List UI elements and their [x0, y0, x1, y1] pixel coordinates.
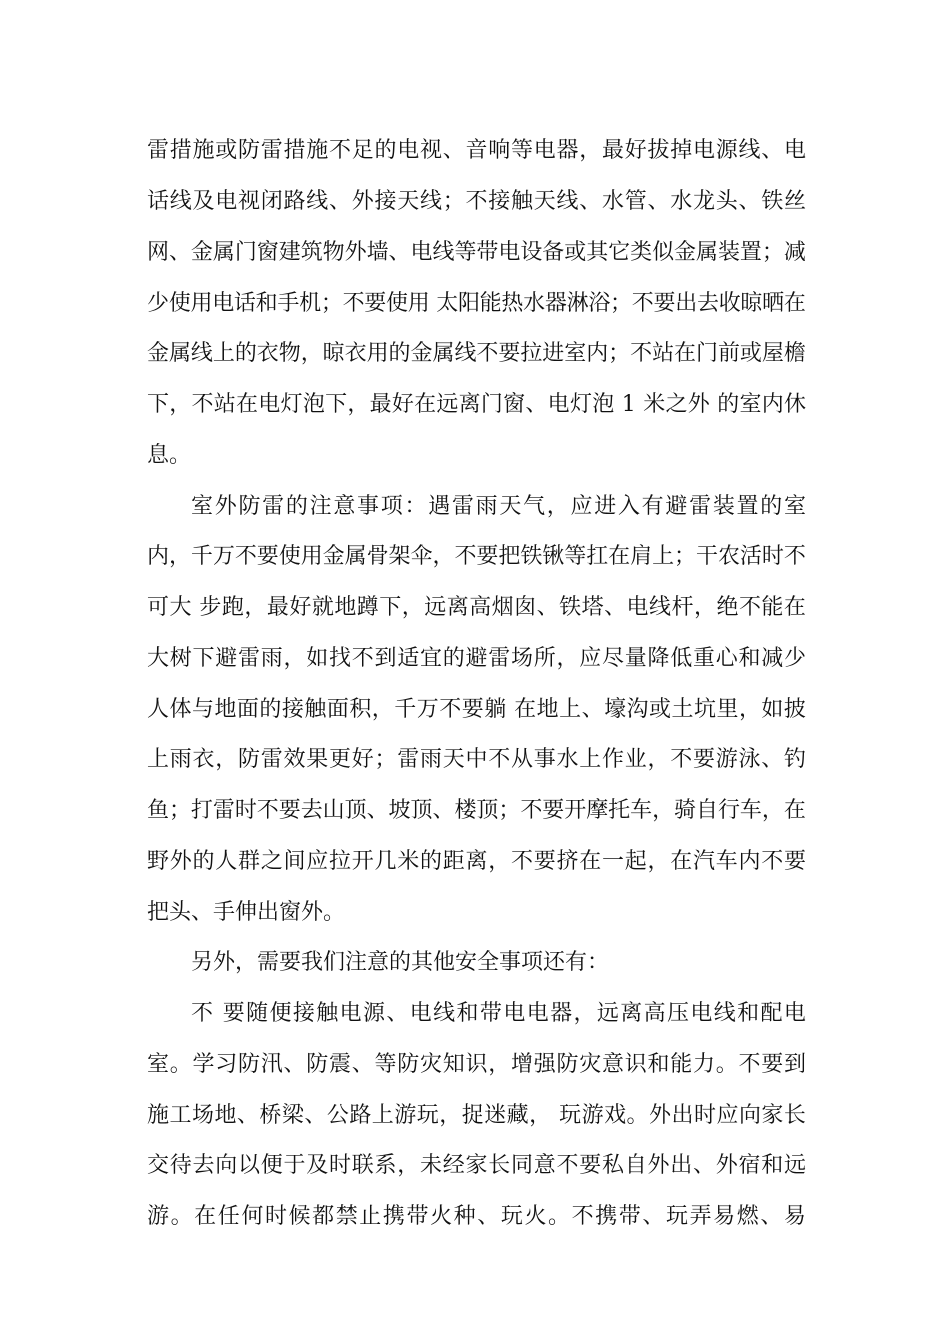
text-line	[0, 1146, 950, 1186]
text-line	[0, 131, 950, 171]
text-line	[0, 690, 950, 730]
text-line-content: 交待去向以便于及时联系，未经家长同意不要私自外出、外宿和远	[147, 1153, 807, 1178]
text-line	[0, 791, 950, 831]
text-line-content: 室。学习防汛、防震、等防灾知识，增强防灾意识和能力。不要到	[147, 1052, 807, 1077]
text-line	[0, 842, 950, 882]
text-line-content: 上雨衣，防雷效果更好；雷雨天中不从事水上作业，不要游泳、钓	[147, 747, 807, 772]
text-line-content: 鱼；打雷时不要去山顶、坡顶、楼顶；不要开摩托车，骑自行车，在	[147, 798, 806, 823]
text-line	[0, 588, 950, 628]
text-line-content: 大树下避雷雨，如找不到适宜的避雷场所，应尽量降低重心和减少	[147, 646, 807, 671]
text-line	[0, 436, 950, 476]
text-line-content: 室外防雷的注意事项：遇雷雨天气，应进入有避雷装置的室	[191, 494, 808, 519]
text-line	[0, 893, 950, 933]
text-line	[0, 284, 950, 324]
text-line-content: 下，不站在电灯泡下，最好在远离门窗、电灯泡 1 米之外 的室内休	[147, 392, 807, 417]
text-line	[0, 537, 950, 577]
text-line	[0, 385, 950, 425]
text-line-content: 人体与地面的接触面积，千万不要躺 在地上、壕沟或土坑里，如披	[147, 697, 807, 722]
text-line	[0, 1197, 950, 1237]
text-line	[0, 1045, 950, 1085]
text-line	[0, 994, 950, 1034]
text-line	[0, 487, 950, 527]
text-line-content: 把头、手伸出窗外。	[147, 900, 346, 925]
text-line-content: 另外，需要我们注意的其他安全事项还有：	[191, 950, 610, 975]
text-line-content: 可大 步跑，最好就地蹲下，远离高烟囱、铁塔、电线杆，绝不能在	[147, 595, 807, 620]
text-line-content: 野外的人群之间应拉开几米的距离，不要挤在一起，在汽车内不要	[147, 849, 807, 874]
text-line	[0, 334, 950, 374]
text-line-content: 不 要随便接触电源、电线和带电电器，远离高压电线和配电	[191, 1001, 808, 1026]
text-line-content: 游。在任何时候都禁止携带火种、玩火。不携带、玩弄易燃、易	[147, 1204, 808, 1229]
text-line	[0, 182, 950, 222]
text-line-content: 话线及电视闭路线、外接天线；不接触天线、水管、水龙头、铁丝	[147, 189, 807, 214]
text-line-content: 内，千万不要使用金属骨架伞，不要把铁锹等扛在肩上；干农活时不	[147, 544, 806, 569]
text-line-content: 雷措施或防雷措施不足的电视、音响等电器，最好拔掉电源线、电	[147, 138, 807, 163]
text-line	[0, 1096, 950, 1136]
text-line-content: 息。	[147, 443, 192, 468]
text-line	[0, 639, 950, 679]
text-line	[0, 740, 950, 780]
text-line-content: 网、金属门窗建筑物外墙、电线等带电设备或其它类似金属装置；减	[147, 240, 806, 265]
text-line	[0, 943, 950, 983]
text-line-content: 施工场地、桥梁、公路上游玩，捉迷藏， 玩游戏。外出时应向家长	[147, 1103, 807, 1128]
text-line-content: 金属线上的衣物，晾衣用的金属线不要拉进室内；不站在门前或屋檐	[147, 341, 806, 366]
text-line-content: 少使用电话和手机；不要使用 太阳能热水器淋浴；不要出去收晾晒在	[147, 291, 806, 316]
text-line	[0, 233, 950, 273]
